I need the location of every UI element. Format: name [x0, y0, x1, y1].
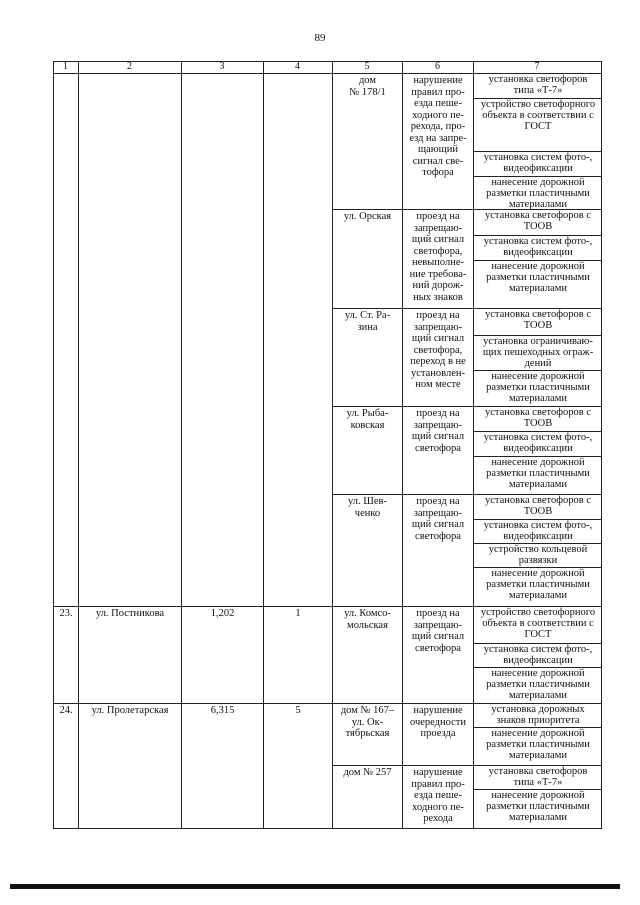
measure-item: нанесение дорожной разметки пластичными материалами: [486, 261, 590, 294]
location-place: ул. Рыба- ковская: [346, 408, 389, 431]
location-place: ул. Ст. Ра- зина: [344, 310, 391, 333]
measure-item: устройство светофорного объекта в соответствии с ГОСТ: [480, 607, 596, 640]
measure-item: установка систем фото-, видеофиксации: [483, 236, 593, 258]
violation-text: нарушение правил про- езда пеше- ходного пе- рехода: [411, 767, 465, 824]
measure-item: нанесение дорожной разметки пластичными материалами: [486, 457, 590, 490]
violation-text: проезд на запрещаю- щий сигнал светофора, переход в не установлен- ном месте: [410, 310, 466, 390]
measure-item: установка светофоров с ТООВ: [484, 210, 592, 232]
measure-item: установка систем фото-, видеофиксации: [483, 520, 593, 542]
location-place: дом № 167– ул. Ок- тябрьская: [340, 705, 395, 739]
measure-item: установка светофоров типа «Т-7»: [488, 74, 588, 96]
measure-item: установка светофоров типа «Т-7»: [488, 766, 588, 788]
street-name: ул. Пролетарская: [91, 705, 169, 716]
measure-separator: [473, 260, 601, 261]
measure-item: установка ограничиваю- щих пешеходных ограж- дений: [482, 336, 594, 369]
measure-item: установка светофоров с ТООВ: [484, 309, 592, 331]
measure-item: устройство светофорного объекта в соответствии с ГОСТ: [480, 99, 596, 132]
measure-separator: [473, 370, 601, 371]
header-col-5: 5: [364, 61, 370, 72]
measure-separator: [473, 789, 601, 790]
measure-separator: [473, 151, 601, 152]
measure-item: установка светофоров с ТООВ: [484, 407, 592, 429]
violation-text: проезд на запрещаю- щий сигнал светофора: [411, 408, 465, 454]
header-col-1: 1: [63, 61, 68, 72]
street-length: 1,202: [210, 608, 235, 619]
measure-separator: [473, 335, 601, 336]
measure-item: нанесение дорожной разметки пластичными материалами: [486, 568, 590, 601]
location-place: ул. Шев- ченко: [348, 496, 387, 519]
violation-text: нарушение очередности проезда: [409, 705, 467, 739]
street-name: ул. Постникова: [95, 608, 165, 619]
violation-text: проезд на запрещаю- щий сигнал светофора: [411, 608, 465, 654]
measure-separator: [473, 519, 601, 520]
measure-item: нанесение дорожной разметки пластичными материалами: [486, 728, 590, 761]
measure-item: нанесение дорожной разметки пластичными материалами: [486, 790, 590, 823]
header-col-7: 7: [534, 61, 540, 72]
crossing-count: 1: [295, 608, 301, 619]
measure-separator: [473, 235, 601, 236]
bottom-rule: [10, 884, 620, 889]
measure-item: нанесение дорожной разметки пластичными материалами: [486, 371, 590, 404]
violation-text: проезд на запрещаю- щий сигнал светофора: [411, 496, 465, 542]
measure-separator: [473, 543, 601, 544]
location-place: ул. Комсо- мольская: [344, 608, 391, 631]
location-place: ул. Орская: [343, 211, 392, 222]
table-border-bottom: [53, 828, 602, 829]
measure-item: установка систем фото-, видеофиксации: [483, 152, 593, 174]
row-number: 24.: [59, 705, 73, 716]
header-col-2: 2: [127, 61, 132, 72]
measure-item: нанесение дорожной разметки пластичными материалами: [486, 177, 590, 209]
measure-separator: [473, 98, 601, 99]
measure-item: установка светофоров с ТООВ: [484, 495, 592, 517]
location-place: дом № 257: [343, 767, 392, 778]
page-number: 89: [314, 32, 326, 44]
measure-separator: [473, 456, 601, 457]
measure-separator: [473, 567, 601, 568]
measure-separator: [473, 643, 601, 644]
measure-separator: [473, 727, 601, 728]
measure-item: установка дорожных знаков приоритета: [491, 704, 585, 726]
measure-item: установка систем фото-, видеофиксации: [483, 432, 593, 454]
street-length: 6,315: [210, 705, 235, 716]
violation-text: нарушение правил про- езда пеше- ходного пе- рехода, про- езд на запре- щающий сигнал све- тофора: [409, 75, 467, 178]
location-place: дом № 178/1: [349, 75, 386, 98]
violation-text: проезд на запрещаю- щий сигнал светофора, невыполне- ние требова- ний дорож- ных знаков: [409, 211, 467, 303]
measure-item: устройство кольцевой развязки: [488, 544, 588, 566]
row-number: 23.: [59, 608, 73, 619]
measure-separator: [473, 431, 601, 432]
crossing-count: 5: [295, 705, 301, 716]
measure-separator: [473, 667, 601, 668]
header-col-3: 3: [219, 61, 225, 72]
measure-separator: [473, 176, 601, 177]
header-col-4: 4: [295, 61, 300, 72]
measure-item: нанесение дорожной разметки пластичными материалами: [486, 668, 590, 701]
header-col-6: 6: [435, 61, 440, 72]
measure-item: установка систем фото-, видеофиксации: [483, 644, 593, 666]
